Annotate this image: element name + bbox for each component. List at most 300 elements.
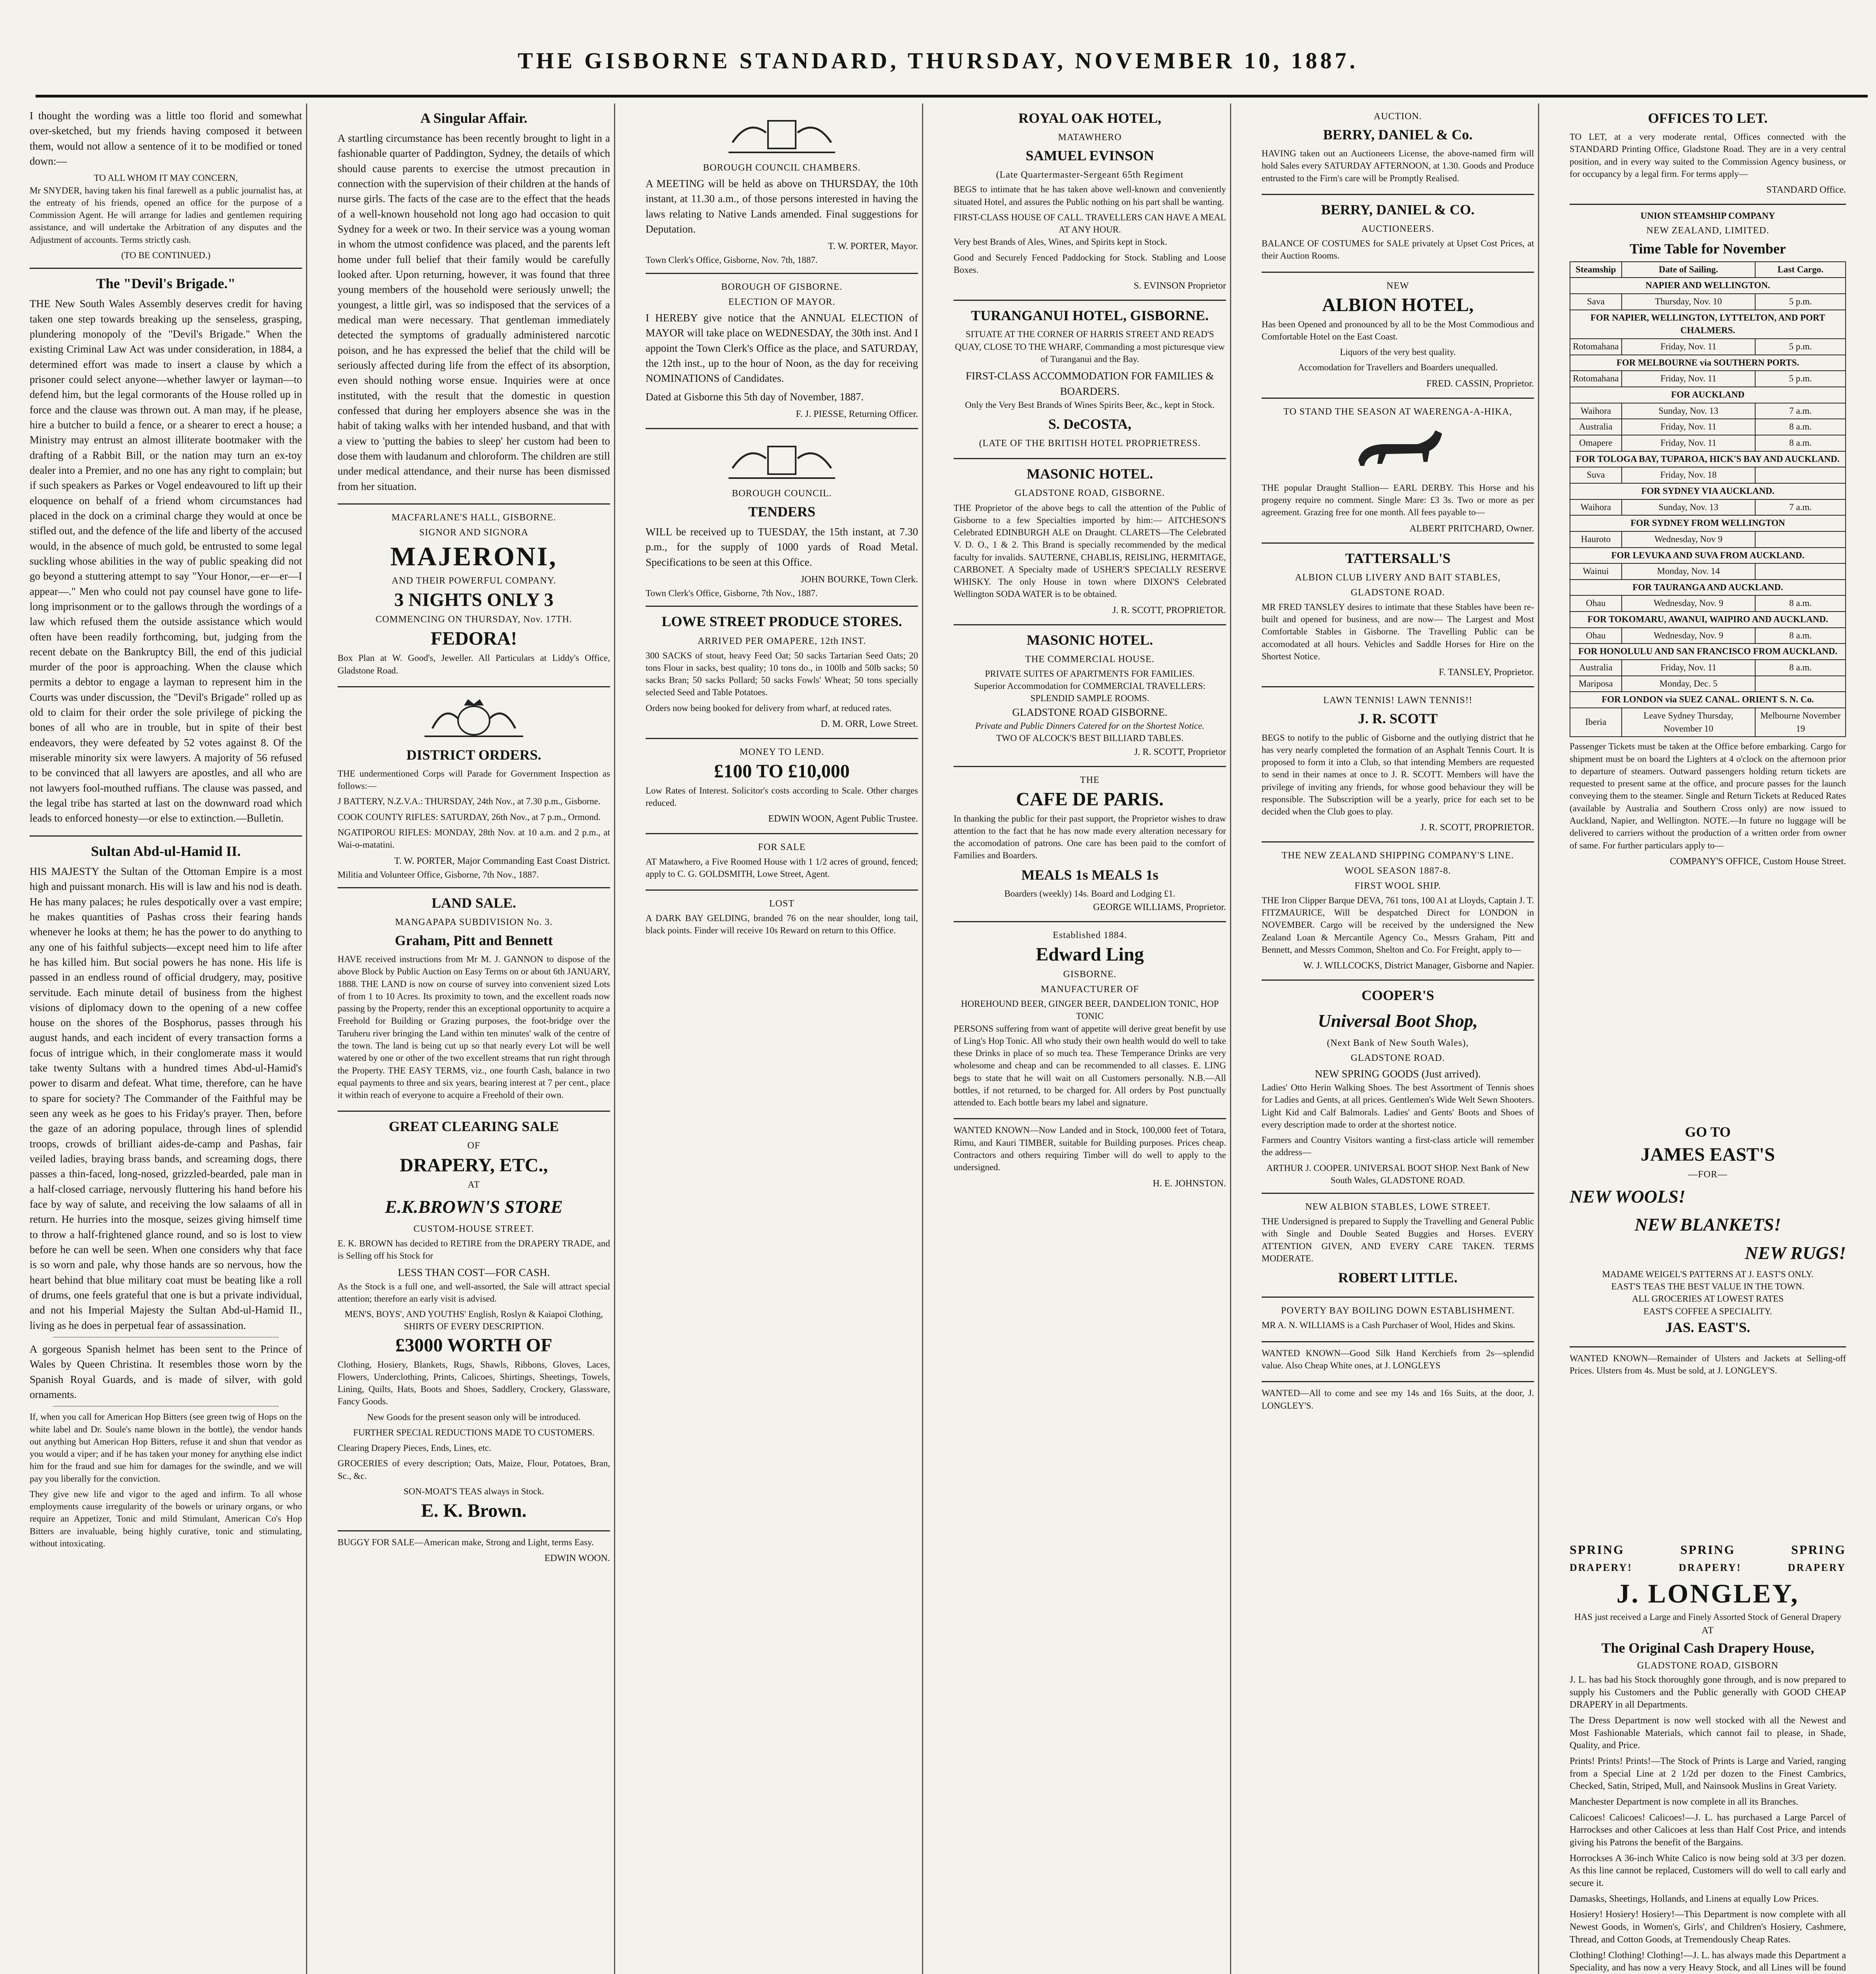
ad-subheading: AUCTIONEERS. <box>1361 224 1435 235</box>
ad-timber <box>954 1119 1226 1197</box>
ad-signature: D. M. ORR, Lowe Street. <box>821 719 918 729</box>
ad-title: The Original Cash Drapery House, <box>1601 1640 1814 1656</box>
ad-subheading: AT <box>468 1180 480 1190</box>
timetable-route-label: FOR AUCKLAND <box>1570 387 1846 403</box>
ad-text: A DARK BAY GELDING, branded 76 on the near shoulder, long tail, black points. Finder will receive 10s Reward on return to this Office. <box>646 913 918 936</box>
column-rule <box>1230 103 1231 1974</box>
ad-subheading: AT <box>1701 1625 1714 1636</box>
timetable-route-label: FOR MELBOURNE via SOUTHERN PORTS. <box>1570 355 1846 371</box>
ad-coopers <box>1262 981 1534 1194</box>
ad-text: Farmers and Country Visitors wanting a first-class article will remember the address— <box>1262 1135 1534 1158</box>
article-text: HIS MAJESTY the Sultan of the Ottoman Empire is a most high and puissant monarch. His will is law and his nod is death. He has many palaces; he rules despotically over a vast empire; he makes quantities of Pashas cross their fearing hands whenever he looks at them; he has the power to do anything to any one of his faithful subjects—except need him to life after he has killed him. But social powers he has none. His life is passed in an endless round of official drudgery, may, positive servitude. Each minute detail of business from the highest visions of diplomacy down to the opening of a new coffee house on the shores of the Bosphorus, passes through his august hands, and each incident of every transaction forms a focus of intrigue which, in their conglomerate mass it would take twenty Sultans with a hundred times Abd-ul-Hamid's power to disarm and defeat. What time, therefore, can he have to spare for society? The Commander of the Faithful may be seen any week as he goes to his Friday's prayer. Then, before the gaze of an adoring populace, through lines of splendid troops, crowds of brilliant aides-de-camp and Pashas, fair veiled ladies, braying brass bands, and screaming dogs, there passes a thin-faced, long-nosed, grizzled-bearded, pale man in a half-closed carriage, nervously fluttering his hand before his face by way of salute, and receiving the low salaams of all in return. He hurries into the mosque, seizes giving himself time to throw a half-frightened glance round, and so is lost to view before he can well be seen. When one considers why that face is so worn and pale, why those hands are so nervous, how the heart behind that blue military coat must be beating like a roll of drums, one feels grateful that one is but a private individual, and not his Imperial Majesty the Sultan Abd-ul-Hamid II., living as he does in perpetual fear of assassination. <box>30 865 302 1331</box>
ad-text: Has been Opened and pronounced by all to be the Most Commodious and Comfortable Hotel on the East Coast. <box>1262 319 1534 342</box>
timetable-cell: Mariposa <box>1570 676 1622 692</box>
notice-title: BOROUGH COUNCIL CHAMBERS. <box>703 163 861 173</box>
timetable-cell: Waihora <box>1570 499 1622 516</box>
ad-signature: T. W. PORTER, Major Commanding East Coast District. <box>394 856 610 866</box>
separator <box>53 1337 278 1338</box>
ad-subheading: WOOL SEASON 1887-8. <box>1345 865 1451 876</box>
article-text: I thought the wording was a little too florid and somewhat over-sketched, but my friends having composed it between them, would not allow a sentence of it to be modified or toned down:— <box>30 110 302 167</box>
ad-albion-hotel <box>1262 273 1534 399</box>
ad-stallion <box>1262 399 1534 544</box>
ad-text: NGATIPOROU RIFLES: MONDAY, 28th Nov. at 10 a.m. and 2 p.m., at Wai-o-matatini. <box>338 827 610 850</box>
timetable-cell: Hauroto <box>1570 531 1622 548</box>
ad-text: GROCERIES of every description; Oats, Maize, Flour, Potatoes, Bran, Sc., &c. <box>338 1458 610 1481</box>
ad-subheading: MANUFACTURER OF <box>1040 984 1139 995</box>
column-6-east <box>1570 1117 1846 1532</box>
ad-title: MASONIC HOTEL. <box>1026 466 1153 482</box>
ad-subheading: GLADSTONE ROAD, GISBORNE. <box>1014 488 1165 499</box>
timetable-row <box>1570 531 1846 548</box>
ad-signature: FRED. CASSIN, Proprietor. <box>1426 378 1534 389</box>
banner-word: DRAPERY <box>1788 1562 1846 1574</box>
article-title: The "Devil's Brigade." <box>96 276 236 292</box>
ad-subheading: THE <box>1080 775 1100 785</box>
notice-office: Town Clerk's Office, Gisborne, Nov. 7th, 1887. <box>646 255 818 265</box>
ad-lawn-tennis <box>1262 687 1534 843</box>
timetable-cell: Friday, Nov. 11 <box>1622 419 1756 435</box>
column-rule <box>306 103 307 1974</box>
timetable-row <box>1570 595 1846 612</box>
ad-subheading: FOR SALE <box>758 842 806 852</box>
timetable-route <box>1570 692 1846 708</box>
timetable-cell: Friday, Nov. 18 <box>1622 467 1756 483</box>
article-text: THE New South Wales Assembly deserves credit for having taken one step towards breaking up the senseless, grasping, plundering monopoly of the "Devil's Brigade." When the existing Criminal Law Act was under consideration, in 1884, a determined effort was made to insert a clause by which a prisoner could select anyone—whether lawyer or layman—to defend him, but the legal cormorants of the House rolled up in force and the clause was thrown out. A man may, if he please, hire a butcher to build a fence, or a shearer to erect a house; a Ministry may entrust an almost illiterate bootmaker with the drafting of a Rabbit Bill, or the nation may turn an ex-toy dealer into a Premier, and no one has any right to complain; but if such speakers as Parkes or Vogel endeavoured to lift up their eloquence on behalf of a friend whom circumstances had placed in the dock on a criminal charge they would at once be stifled out, and the defence of the life and liberty of the accused would, in the absence of much gold, be entrusted to some legal suckling whose abilities in the way of public speaking did not go beyond a stuttering attempt to say "Your Honor,—er—er—I appear—." Men who could not pay counsel have gone to life-long imprisonment or to the gallows through the wordings of a law which refused them the outside assistance which would often have been readily forthcoming, but, judging from the recent debate on the Bankruptcy Bill, the end of this judicial murder of the poor is approaching. When the clause which permits a debtor to engage a layman to represent him in the Courts was under discussion, the "Devil's Brigade" rolled up as old to claim for their order the sole privilege of picking the bones of all who are in trouble, but in spite of their best endeavors, they were defeated by 52 votes against 8. Of the miserable minority six were lawyers. A majority of 56 refused to be convinced that all lawyers are apostles, and all who are not lawyers fool-mouthed ruffians. The clause was passed, and the legal tribe has started at last on the downward road which leads to enforced honesty—or else to extinction.—Bulletin. <box>30 298 302 824</box>
ad-subheading: LOST <box>769 899 794 909</box>
column-1 <box>30 103 302 1974</box>
ad-signature: J. R. SCOTT, PROPRIETOR. <box>1420 822 1534 833</box>
notice-council-chambers <box>646 103 918 274</box>
ad-title: 3 NIGHTS ONLY 3 <box>394 589 554 610</box>
ad-text: Very best Brands of Ales, Wines, and Spirits kept in Stock. <box>954 237 1168 247</box>
ad-highlight: FIRST-CLASS ACCOMMODATION FOR FAMILIES & BOARDERS. <box>965 370 1214 397</box>
borough-crest-icon <box>717 113 847 156</box>
timetable-route <box>1570 644 1846 660</box>
timetable-cell: Leave Sydney Thursday, November 10 <box>1622 708 1756 737</box>
continued-note: (TO BE CONTINUED.) <box>121 250 211 260</box>
article-sultan <box>30 837 302 1559</box>
ad-title: COOPER'S <box>1361 987 1435 1004</box>
timetable-route-label: FOR TOKOMARU, AWANUI, WAIPIRO AND AUCKLAND. <box>1570 612 1846 628</box>
ad-title: J. R. SCOTT <box>1358 711 1438 727</box>
ad-text: Orders now being booked for delivery from wharf, at reduced rates. <box>646 703 892 713</box>
timetable-row <box>1570 563 1846 580</box>
ad-title: TURANGANUI HOTEL, GISBORNE. <box>971 308 1209 324</box>
ad-title: BERRY, DANIEL & CO. <box>1321 201 1475 218</box>
ad-text: MR FRED TANSLEY desires to intimate that these Stables have been re-built and opened for business, and are now— The Largest and Most Comfortable Stables in Gisborne. The Travelling Public can be accomodated at all hours. Vehicles and Saddle Horses for Hire on the Shortest Notice. <box>1262 602 1534 661</box>
borough-crest-icon <box>717 439 847 482</box>
ad-text: Hosiery! Hosiery! Hosiery!—This Department is now complete with all Newest Goods, in Women's, Girls', and Children's Hosiery, Cashmere, Thread, and Cotton Goods, at Tremendously Cheap Rates. <box>1570 1909 1846 1945</box>
timetable-route-label: FOR HONOLULU AND SAN FRANCISCO FROM AUCKLAND. <box>1570 644 1846 660</box>
ad-title: E.K.BROWN'S STORE <box>385 1197 563 1217</box>
ad-edward-ling <box>954 922 1226 1119</box>
ad-subheading: Established 1884. <box>1053 930 1127 941</box>
ad-title: FEDORA! <box>430 628 517 649</box>
ad-banner <box>1570 1540 1846 1559</box>
notice-text: Dated at Gisborne this 5th day of November, 1887. <box>646 390 864 403</box>
notice-title: BOROUGH OF GISBORNE. <box>721 281 843 292</box>
ad-firm: Graham, Pitt and Bennett <box>395 933 553 949</box>
ad-highlight: SHIRTS OF EVERY DESCRIPTION. <box>404 1321 544 1332</box>
ad-subheading: OF <box>467 1141 481 1151</box>
masthead-rule <box>36 95 1868 98</box>
ad-albion-stables <box>1262 1194 1534 1298</box>
ad-highlight: MADAME WEIGEL'S PATTERNS AT J. EAST'S ONLY. <box>1602 1269 1814 1279</box>
ad-date: COMMENCING ON THURSDAY, Nov. 17TH. <box>375 614 573 625</box>
notice-text: WILL be received up to TUESDAY, the 15th instant, at 7.30 p.m., for the supply of 1000 yards of Road Metal. Specifications to be seen at this Office. <box>646 526 918 568</box>
timetable-title: Time Table for November <box>1630 240 1786 257</box>
ad-highlight: LESS THAN COST—FOR CASH. <box>398 1267 550 1279</box>
ad-title: DRAPERY, ETC., <box>400 1154 548 1176</box>
ad-subheading: NEW ALBION STABLES, LOWE STREET. <box>1305 1202 1491 1212</box>
ad-text: 300 SACKS of stout, heavy Feed Oat; 50 sacks Tartarian Seed Oats; 20 tons Flour in sacks, best quality; 10 tons do., in 100lb and 50lb sacks; 50 sacks Bran; 50 sacks Pollard; 50 sacks Fowls' Wheat; 50 tons specially selected Seed and Table Potatoes. <box>646 650 918 698</box>
banner-word: DRAPERY! <box>1570 1562 1632 1574</box>
timetable-cell: Wainui <box>1570 563 1622 580</box>
ad-land-sale <box>338 888 610 1112</box>
timetable-route <box>1570 387 1846 403</box>
article-singular-affair <box>338 103 610 505</box>
timetable-cell: Wednesday, Nov. 9 <box>1622 595 1756 612</box>
notice-text: I HEREBY give notice that the ANNUAL ELECTION of MAYOR will take place on WEDNESDAY, the 30th inst. And I appoint the Town Clerk's Office as the place, and SATURDAY, the 12th inst., up to the hour of Noon, as the day for receiving NOMINATIONS of Candidates. <box>646 311 918 385</box>
ad-nz-shipping <box>1262 843 1534 981</box>
ad-subheading: FIRST WOOL SHIP. <box>1354 880 1441 891</box>
ad-title: SAMUEL EVINSON <box>1025 148 1154 164</box>
timetable-route-label: FOR TAURANGA AND AUCKLAND. <box>1570 580 1846 596</box>
banner-word: SPRING <box>1791 1542 1846 1557</box>
ad-highlight: NEW SPRING GOODS (Just arrived). <box>1315 1068 1481 1080</box>
timetable-cell: Wednesday, Nov. 9 <box>1622 628 1756 644</box>
ad-item: NEW RUGS! <box>1745 1242 1846 1263</box>
article-continued <box>30 103 302 269</box>
ad-text: Prints! Prints! Prints!—The Stock of Prints is Large and Varied, ranging from a Special Line at 2 1/2d per dozen to the Finest Cambrics, Checked, Satin, Striped, Mull, and Nainsook Muslins in Great Variety. <box>1570 1756 1846 1792</box>
timetable-route <box>1570 612 1846 628</box>
ad-text: Liquors of the very best quality. <box>1340 347 1456 357</box>
timetable-route-label: FOR SYDNEY FROM WELLINGTON <box>1570 515 1846 531</box>
column-2 <box>338 103 610 1974</box>
ad-text: WANTED KNOWN—Remainder of Ulsters and Jackets at Selling-off Prices. Ulsters from 4s. Must be sold, at J. LONGLEY'S. <box>1570 1353 1846 1376</box>
ad-text: MR A. N. WILLIAMS is a Cash Purchaser of Wool, Hides and Skins. <box>1262 1320 1515 1330</box>
timetable-cell: Rotomahana <box>1570 339 1622 355</box>
ad-subheading: (LATE OF THE BRITISH HOTEL PROPRIETRESS. <box>979 438 1201 449</box>
ad-banner <box>1570 1559 1846 1576</box>
ad-title: MAJERONI, <box>390 541 558 572</box>
ad-lowe-street <box>646 607 918 739</box>
ad-subheading: LAWN TENNIS! LAWN TENNIS!! <box>1323 695 1472 706</box>
timetable-row <box>1570 435 1846 451</box>
column-4 <box>954 103 1226 1974</box>
notice-subtitle: ELECTION OF MAYOR. <box>728 296 836 307</box>
timetable-route <box>1570 580 1846 596</box>
ad-text: PERSONS suffering from want of appetite will derive great benefit by use of Ling's Hop Tonic. All who study their own health would do well to take these Drinks in place of so much tea. These Temperance Drinks are very wholesome and cheap and can be recommended to all classes. E. LING begs to state that he will wait on all Customers personally. N.B.—All bottles, if not returned, to be charged for. All orders by Post punctually attended to. Each bottle bears my label and signature. <box>954 1023 1226 1108</box>
ad-text: Ladies' Otto Herin Walking Shoes. The best Assortment of Tennis shoes for Ladies and Gents, at all prices. Gentlemen's Wide Welt Sewn Shooters. Light Kid and Calf Balmorals. Ladies' and Gents' Boots and Shoes of every description made to order at the shortest notice. <box>1262 1083 1534 1130</box>
ad-signature: COMPANY'S OFFICE, Custom House Street. <box>1669 856 1846 867</box>
ad-text: J BATTERY, N.Z.V.A.: THURSDAY, 24th Nov., at 7.30 p.m., Gisborne. <box>338 796 601 807</box>
ad-title: UNION STEAMSHIP COMPANY <box>1640 211 1775 221</box>
timetable-route-label: FOR NAPIER, WELLINGTON, LYTTELTON, AND PORT CHALMERS. <box>1570 310 1846 339</box>
banner-word: DRAPERY! <box>1679 1562 1742 1574</box>
column-5 <box>1262 103 1534 1974</box>
ad-title: JAMES EAST'S <box>1640 1144 1775 1165</box>
timetable-cell: Rotomahana <box>1570 371 1622 387</box>
timetable-cell: Australia <box>1570 419 1622 435</box>
timetable-header-cell: Last Cargo. <box>1755 262 1846 278</box>
ad-text: Boarders (weekly) 14s. Board and Lodging £1. <box>1004 888 1176 899</box>
ad-text: Accomodation for Travellers and Boarders unequalled. <box>1298 362 1498 373</box>
ad-title: MASONIC HOTEL. <box>1026 632 1153 648</box>
ad-text: THE undermentioned Corps will Parade for Government Inspection as follows:— <box>338 768 610 791</box>
timetable-cell: Monday, Dec. 5 <box>1622 676 1756 692</box>
column-3 <box>646 103 918 1974</box>
ad-title: ROYAL OAK HOTEL, <box>1018 110 1161 126</box>
ad-highlight: MEN'S, BOYS', AND YOUTHS' English, Roslyn & Kaiapoi Clothing, <box>344 1309 603 1319</box>
timetable-row <box>1570 371 1846 387</box>
ad-signature: EDWIN WOON. <box>544 1553 610 1564</box>
ad-text: WANTED KNOWN—Now Landed and in Stock, 100,000 feet of Totara, Rimu, and Kauri TIMBER, suitable for Building purposes. Prices cheap. Contractors and others requiring Timber will do well to apply to the undersigned. <box>954 1125 1226 1173</box>
timetable-cell: 8 a.m. <box>1755 628 1846 644</box>
ad-signature: GEORGE WILLIAMS, Proprietor. <box>1093 902 1226 912</box>
ad-longley <box>1570 1540 1846 1974</box>
ad-item: NEW BLANKETS! <box>1634 1214 1781 1235</box>
timetable-cell: Friday, Nov. 11 <box>1622 371 1756 387</box>
article-text: They give new life and vigor to the aged and infirm. To all whose employments cause irregularity of the bowels or urinary organs, or who require an Appetizer, Tonic and mild Stimulant, American Co's Hop Bitters are invaluable, being highly curative, tonic and stimulating, without intoxicating. <box>30 1489 302 1549</box>
notice-office: Town Clerk's Office, Gisborne, 7th Nov., 1887. <box>646 588 818 599</box>
ad-text: SITUATE AT THE CORNER OF HARRIS STREET AND READ'S QUAY, CLOSE TO THE WHARF, Commanding a most picturesque view of Turanganui and the Bay. <box>955 329 1225 364</box>
timetable-cell: Thursday, Nov. 10 <box>1622 294 1756 310</box>
timetable-row <box>1570 676 1846 692</box>
timetable-cell: Sunday, Nov. 13 <box>1622 499 1756 516</box>
ad-text: Clothing! Clothing! Clothing!—J. L. has always made this Department a Speciality, and has now a very Heavy Stock, and all Lines will be found <box>1570 1950 1846 1973</box>
timetable-cell: Suva <box>1570 467 1622 483</box>
ad-text: New Goods for the present season only will be introduced. <box>367 1412 581 1422</box>
masthead: THE GISBORNE STANDARD, THURSDAY, NOVEMBER 10, 1887. <box>518 48 1358 73</box>
ad-item: NEW WOOLS! <box>1570 1186 1686 1207</box>
timetable-cell: Friday, Nov. 11 <box>1622 339 1756 355</box>
ad-signature: J. R. SCOTT, PROPRIETOR. <box>1112 605 1226 615</box>
ad-text: Good and Securely Fenced Paddocking for Stock. Stabling and Loose Boxes. <box>954 252 1226 275</box>
ad-text: E. K. BROWN has decided to RETIRE from the DRAPERY TRADE, and is Selling off his Stock for <box>338 1238 610 1261</box>
timetable-cell: Sava <box>1570 294 1622 310</box>
timetable-cell: Ohau <box>1570 595 1622 612</box>
timetable-route-label: FOR SYDNEY VIA AUCKLAND. <box>1570 483 1846 499</box>
ad-text: Calicoes! Calicoes! Calicoes!—J. L. has purchased a Large Parcel of Harrockses and other Calicoes at less than Half Cost Price, and intends giving his Patrons the benefit of the Bargains. <box>1570 1812 1846 1848</box>
timetable-row <box>1570 294 1846 310</box>
ad-signature: H. E. JOHNSTON. <box>1153 1178 1226 1189</box>
timetable-row <box>1570 708 1846 737</box>
timetable-cell: Ohau <box>1570 628 1622 644</box>
column-rule <box>614 103 615 1974</box>
timetable-cell: 7 a.m. <box>1755 499 1846 516</box>
ad-title: ALBION HOTEL, <box>1322 294 1474 315</box>
ad-masonic-commercial <box>954 625 1226 767</box>
timetable-cell <box>1755 563 1846 580</box>
ad-title: J. LONGLEY, <box>1616 1578 1799 1608</box>
article-text: Mr SNYDER, having taken his final farewell as a public journalist has, at the entreaty of his friends, opened an office for the purpose of a Commission Agent. He will arrange for ladies and gentlemen requiring assistance, and will undertake the Arbitration of any disputes and the Adjustment of accounts. Terms strictly cash. <box>30 185 302 245</box>
ad-text: In thanking the public for their past support, the Proprietor wishes to draw attention to the fact that he has now made every alteration necessary for the accomodation of patrons. One care has been paid to the comfort of Families and Boarders. <box>954 813 1226 861</box>
ad-text: BEGS to notify to the public of Gisborne and the outlying district that he has very nearly completed the formation of an Asphalt Tennis Court. It is proposed to form it into a Club, so that intending Members are requested to send in their names at once to J. R. SCOTT. Members will have the privilege of inviting any friends, for whose good behaviour they will be responsible. The Subscription will be a yearly, price for each set to be decided when the Club goes to play. <box>1262 732 1534 817</box>
notice-signature: F. J. PIESSE, Returning Officer. <box>796 409 918 419</box>
ad-subheading: GLADSTONE ROAD. <box>1350 1053 1445 1063</box>
ad-text: WANTED KNOWN—Good Silk Hand Kerchiefs from 2s—splendid value. Also Cheap White ones, at J. LONGLEYS <box>1262 1348 1534 1370</box>
ad-subheading: (Late Quartermaster-Sergeant 65th Regiment <box>996 170 1184 180</box>
ad-subheading: AUCTION. <box>1374 111 1422 122</box>
timetable-route <box>1570 278 1846 294</box>
ad-signature: ROBERT LITTLE. <box>1338 1270 1458 1286</box>
ad-subheading: THE NEW ZEALAND SHIPPING COMPANY'S LINE. <box>1281 850 1514 861</box>
ad-signature: S. EVINSON Proprietor <box>1134 281 1226 291</box>
ad-title: CAFE DE PARIS. <box>1016 788 1164 810</box>
timetable-cell: 5 p.m. <box>1755 371 1846 387</box>
ad-buggy <box>338 1531 610 1572</box>
separator <box>53 1406 278 1407</box>
ad-text: Clearing Drapery Pieces, Ends, Lines, etc. <box>338 1443 491 1453</box>
ad-title: LAND SALE. <box>431 895 516 911</box>
ad-text: THE Undersigned is prepared to Supply the Travelling and General Public with Single and Double Seated Buggies and Horses. EVERY ATTENTION GIVEN, AND EVERY CARE TAKEN. TERMS MODERATE. <box>1262 1216 1534 1264</box>
ad-signature: E. K. Brown. <box>421 1500 527 1522</box>
article-text: A gorgeous Spanish helmet has been sent to the Prince of Wales by Queen Christina. It resembles those worn by the Spanish Royal Guards, and is made of silver, with gold ornaments. <box>30 1343 302 1401</box>
ad-signature: ARTHUR J. COOPER. UNIVERSAL BOOT SHOP. Next Bank of New South Wales, GLADSTONE ROAD. <box>1266 1163 1529 1185</box>
timetable-cell: 8 a.m. <box>1755 595 1846 612</box>
ad-signature: W. J. WILLCOCKS, District Manager, Gisborne and Napier. <box>1303 961 1534 971</box>
notice-signature: JOHN BOURKE, Town Clerk. <box>800 574 918 585</box>
ad-text: BUGGY FOR SALE—American make, Strong and Light, terms Easy. <box>338 1537 594 1547</box>
timetable-cell: Waihora <box>1570 403 1622 419</box>
ad-subheading: SIGNOR AND SIGNORA <box>419 527 529 538</box>
ad-money <box>646 739 918 834</box>
timetable-route <box>1570 451 1846 467</box>
ad-subheading: MANGAPAPA SUBDIVISION No. 3. <box>395 917 553 927</box>
ad-title: BERRY, DANIEL & Co. <box>1323 127 1473 143</box>
ad-highlight: Superior Accommodation for COMMERCIAL TRAVELLERS: SPLENDID SAMPLE ROOMS. <box>974 681 1206 704</box>
ad-signature: J. R. SCOTT, Proprietor <box>1134 747 1226 757</box>
ad-subheading: AND THEIR POWERFUL COMPANY. <box>391 575 556 586</box>
article-subhead: TO ALL WHOM IT MAY CONCERN, <box>94 173 238 183</box>
ad-tattersalls <box>1262 544 1534 688</box>
ad-text: The Dress Department is now well stocked with all the Newest and Most Fashionable Materials, which cannot fail to please, in Shade, Quality, and Price. <box>1570 1715 1846 1751</box>
ad-subheading: —FOR— <box>1688 1169 1728 1180</box>
ad-cafe-de-paris <box>954 767 1226 922</box>
ad-james-east <box>1570 1117 1846 1347</box>
column-6 <box>1570 103 1846 1110</box>
ad-text: HAVING taken out an Auctioneers License, the above-named firm will hold Sales every SATURDAY AFTERNOON, at 1.30. Goods and Produce entrusted to the Firm's care will be Promptly Realised. <box>1262 148 1534 183</box>
timetable-cell: Sunday, Nov. 13 <box>1622 403 1756 419</box>
ad-highlight: TWO OF ALCOCK'S BEST BILLIARD TABLES. <box>996 733 1184 743</box>
notice-subtitle: TENDERS <box>748 504 816 520</box>
ad-text: Passenger Tickets must be taken at the Office before embarking. Cargo for shipment must be on board the Lighters at 4 o'clock on the afternoon prior to departure of steamers. Outward passengers holding return tickets are requested to present same at the office, and procure passes for the launch conveying them to the steamer. Single and Return Tickets at Reduced Rates (available by Australia and Southern Cross only) are now issued to Auckland, Napier, and Wellington. NOTE.—In future no luggage will be delivered to carriers without the production of a written order from owner of same. For further particulars apply to— <box>1570 741 1846 850</box>
ad-subheading: TO STAND THE SEASON AT WAERENGA-A-HIKA, <box>1283 406 1512 417</box>
ad-title: Universal Boot Shop, <box>1318 1011 1478 1031</box>
ad-offices <box>1570 103 1846 205</box>
timetable-header-cell: Date of Sailing. <box>1622 262 1756 278</box>
ad-subheading: GO TO <box>1685 1124 1731 1140</box>
column-rule <box>922 103 923 1974</box>
ad-title: £3000 WORTH OF <box>395 1334 552 1356</box>
ad-masonic-hotel <box>954 459 1226 625</box>
timetable-cell: 8 a.m. <box>1755 660 1846 676</box>
ad-signature: JAS. EAST'S. <box>1665 1319 1750 1335</box>
ad-title: Edward Ling <box>1036 944 1144 965</box>
column-rule <box>1538 103 1539 1974</box>
timetable-cell <box>1755 531 1846 548</box>
timetable-cell: Friday, Nov. 11 <box>1622 660 1756 676</box>
timetable-route-label: FOR TOLOGA BAY, TUPAROA, HICK'S BAY AND AUCKLAND. <box>1570 451 1846 467</box>
ad-for-sale <box>646 834 918 891</box>
ad-suits <box>1262 1382 1534 1421</box>
timetable-row <box>1570 467 1846 483</box>
ad-signature: STANDARD Office. <box>1766 185 1846 195</box>
article-title: A Singular Affair. <box>420 110 528 126</box>
ad-highlight: FIRST-CLASS HOUSE OF CALL. TRAVELLERS CAN HAVE A MEAL AT ANY HOUR. <box>954 212 1226 235</box>
ad-subheading: MONEY TO LEND. <box>739 747 824 758</box>
timetable-cell: Friday, Nov. 11 <box>1622 435 1756 451</box>
ad-text: As the Stock is a full one, and well-assorted, the Sale will attract special attention; therefore an early visit is advised. <box>338 1281 610 1304</box>
ad-berry-auction <box>1262 103 1534 195</box>
ad-subheading: GISBORNE. <box>1063 969 1117 979</box>
banner-word: SPRING <box>1570 1542 1624 1557</box>
timetable-route-label: FOR LONDON via SUEZ CANAL. ORIENT S. N. Co. <box>1570 692 1846 708</box>
ad-text: Only the Very Best Brands of Wines Spirits Beer, &c., kept in Stock. <box>965 400 1215 410</box>
ad-turanganui <box>954 301 1226 459</box>
notice-signature: T. W. PORTER, Mayor. <box>828 241 918 252</box>
ad-subheading: MATAWHERO <box>1058 132 1122 143</box>
ad-subheading: NEW ZEALAND, LIMITED. <box>1646 225 1769 236</box>
ad-title: £100 TO £10,000 <box>714 761 850 782</box>
timetable-cell <box>1755 467 1846 483</box>
ad-text: FURTHER SPECIAL REDUCTIONS MADE TO CUSTOMERS. <box>353 1427 595 1437</box>
timetable-cell: 8 a.m. <box>1755 435 1846 451</box>
ad-subheading: (Next Bank of New South Wales), <box>1327 1038 1469 1048</box>
timetable-row <box>1570 628 1846 644</box>
royal-crest-icon <box>409 697 539 740</box>
ad-subheading: POVERTY BAY BOILING DOWN ESTABLISHMENT. <box>1281 1306 1515 1316</box>
timetable-route <box>1570 483 1846 499</box>
ad-text: J. L. has bad his Stock thoroughly gone through, and is now prepared to supply his Customers and the Public generally with GOOD CHEAP DRAPERY in all Departments. <box>1570 1675 1846 1710</box>
timetable-header-cell: Steamship <box>1570 262 1622 278</box>
ad-berry-costumes <box>1262 195 1534 273</box>
notice-tenders <box>646 429 918 607</box>
ad-text: HAVE received instructions from Mr M. J. GANNON to dispose of the above Block by Public Auction on Easy Terms on or about 6th JANUARY, 1888. THE LAND is now on course of survey into convenient sized Lots of from 1 to 10 Acres. Its proximity to town, and the excellent roads now passing by the Property, render this an exceptional opportunity to acquire a Freehold for Building or Grazing purposes, the foot-bridge over the Taruheru river bringing the Land within ten minutes' walk of the centre of the town. The land is being cut up so that nearly every Lot will be well watered by one or other of the two excellent streams that run right through the Property. THE EASY TERMS, viz., one fourth Cash, balance in two equal payments to three and six years, bearing interest at 7 per cent., place it within reach of everyone to acquire a Freehold of their own. <box>338 954 610 1100</box>
ad-text: Clothing, Hosiery, Blankets, Rugs, Shawls, Ribbons, Gloves, Laces, Flowers, Underclothing, Prints, Calicoes, Shirtings, Sheetings, Towels, Lining, Quilts, Hats, Boots and Shoes, Saddlery, Crockery, Glassware, Fancy Goods. <box>338 1359 610 1407</box>
timetable-body <box>1570 278 1846 737</box>
ad-text: COOK COUNTY RIFLES: SATURDAY, 26th Nov., at 7 p.m., Ormond. <box>338 812 601 822</box>
ad-highlight: EAST'S TEAS THE BEST VALUE IN THE TOWN. <box>1611 1282 1805 1292</box>
ad-highlight: HOREHOUND BEER, GINGER BEER, DANDELION TONIC, HOP TONIC <box>961 999 1219 1021</box>
timetable-cell: Australia <box>1570 660 1622 676</box>
timetable-route <box>1570 515 1846 531</box>
ad-clearing-sale <box>338 1112 610 1531</box>
ad-subheading: ARRIVED PER OMAPERE, 12th INST. <box>697 636 866 646</box>
article-title: Sultan Abd-ul-Hamid II. <box>91 843 241 859</box>
article-text: If, when you call for American Hop Bitters (see green twig of Hops on the white label and Dr. Soule's name blown in the bottle), the vendor hands out anything but American Hop Bitters, refuse it and shun that vendor as you would a viper; and if he has taken your money for anything else indict him for the fraud and sue him for damages for the swindle, and we will pay you liberally for the conviction. <box>30 1412 302 1484</box>
ad-text: HAS just received a Large and Finely Assorted Stock of General Drapery <box>1574 1612 1841 1622</box>
ad-union-steamship <box>1570 205 1846 875</box>
ad-highlight: EAST'S COFFEE A SPECIALITY. <box>1643 1306 1772 1316</box>
timetable-cell: 5 p.m. <box>1755 294 1846 310</box>
ad-highlight: MEALS 1s MEALS 1s <box>1021 867 1159 883</box>
ad-highlight: PRIVATE SUITES OF APARTMENTS FOR FAMILIES. <box>985 668 1195 679</box>
notice-election <box>646 274 918 429</box>
timetable-cell: Melbourne November 19 <box>1755 708 1846 737</box>
ad-title: TATTERSALL'S <box>1345 550 1451 566</box>
ad-title: OFFICES TO LET. <box>1648 110 1768 126</box>
banner-word: SPRING <box>1680 1542 1735 1557</box>
timetable-cell: 8 a.m. <box>1755 419 1846 435</box>
ad-royal-oak <box>954 103 1226 301</box>
ad-poverty-bay <box>1262 1298 1534 1342</box>
ad-highlight: GLADSTONE ROAD GISBORNE. <box>1012 706 1168 718</box>
timetable-cell: Monday, Nov. 14 <box>1622 563 1756 580</box>
timetable-row <box>1570 660 1846 676</box>
timetable-row <box>1570 403 1846 419</box>
